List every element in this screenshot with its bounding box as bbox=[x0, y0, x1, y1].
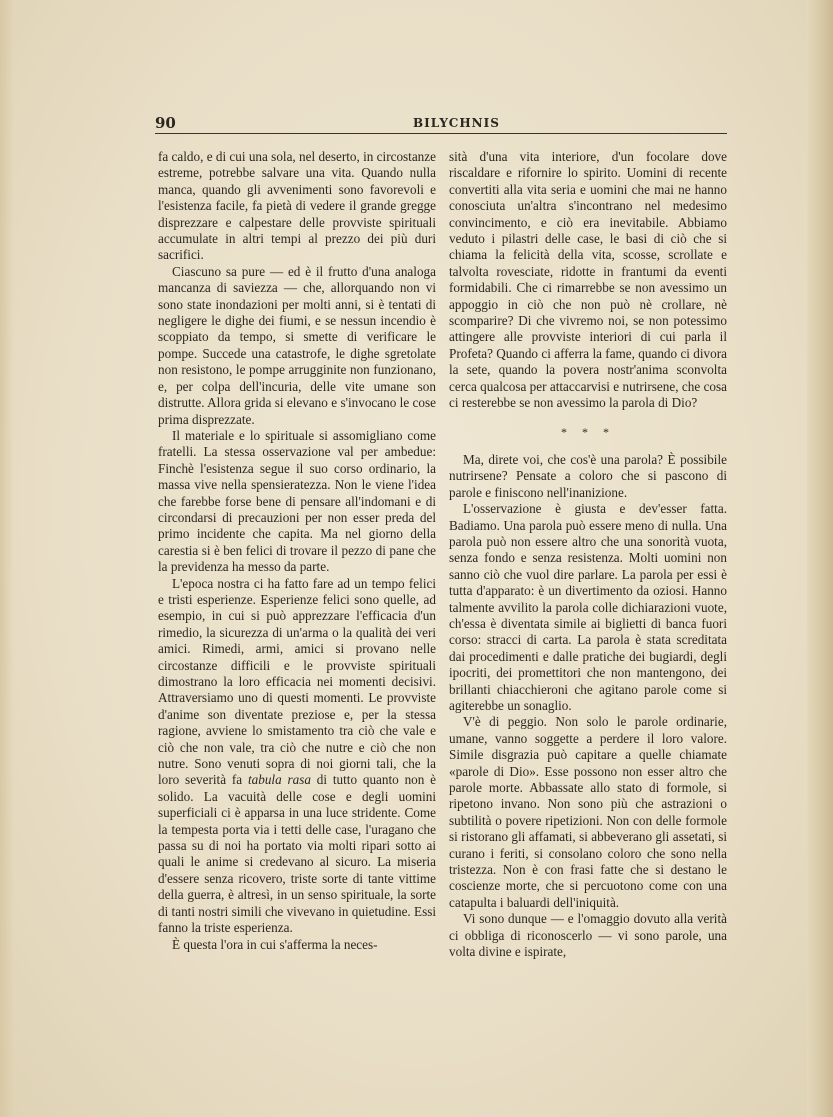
header-rule bbox=[155, 133, 727, 134]
page-left-stain bbox=[0, 0, 14, 1117]
page-number: 90 bbox=[155, 114, 176, 132]
left-column bbox=[158, 149, 436, 953]
paragraph: Ciascuno sa pure — ed è il frutto d'una analoga mancanza di saviezza — che, allorquando non vi sono state inondazioni per molti anni, si è tentati di negligere le dighe dei fiumi, e se nessun incendio è scoppiato da tempo, si smette di verificare le pompe. Succede una catastrofe, le dighe sgretolate non resistono, le pompe arrugginite non funzionano, e, per colpa dell'incuria, delle vite umane son distrutte. Allora grida si elevano e s'invocano le cose prima disprezzate. bbox=[158, 263, 436, 427]
paragraph: fa caldo, e di cui una sola, nel deserto, in circostanze estreme, potrebbe salvare una vita. Quando nulla manca, quando gli avvenimenti sono favorevoli e l'esistenza facile, fa pietà di vedere il grande gregge disprezzare e calpestare delle provviste spirituali accumulate in altri tempi al prezzo dei più duri sacrifici. bbox=[158, 149, 436, 263]
right-column bbox=[449, 149, 727, 961]
paragraph-text: di tutto quanto non è solido. La vacuità delle cose e degli uomini superficiali ci è apparsa in una luce stridente. Come la tempesta porta via i tetti delle case, l'uragano che passa su di noi ha portato via molti ripari sotto ai quali le anime si credevano al sicuro. La miseria d'essere senza ricovero, triste sorte di tante vittime della guerra, è altresì, in un senso spirituale, la sorte di tanti nostri simili che vivevano in quietudine. Essi fanno la triste esperienza. bbox=[158, 772, 437, 936]
running-title: BILYCHNIS bbox=[413, 116, 500, 130]
paragraph: L'osservazione è giusta e dev'esser fatta. Badiamo. Una parola può essere meno di nulla. Una parola può non essere altro che una sonorità vuota, senza fondo e senza resistenza. Molti uomini non sanno ciò che vuol dire parlare. La parola per essi è tutta d'apparato: è un divertimento da oziosi. Hanno talmente avvilito la parola colle dichiarazioni vuote, ch'essa è diventata simile ai biglietti di banca fuori corso: stracci di carta. La parola è stata screditata dai procedimenti e dalle pratiche dei bugiardi, degli ipocriti, dei promettitori che non mantengono, dei brillanti chiacchieroni che agitano parole come si agiterebbe un sonaglio. bbox=[449, 501, 727, 713]
italic-phrase: tabula rasa bbox=[247, 772, 311, 788]
section-separator: * * * bbox=[561, 424, 615, 439]
page-right-edge bbox=[807, 0, 833, 1117]
paragraph: V'è di peggio. Non solo le parole ordinarie, umane, vanno soggette a perdere il loro valore. Simile disgrazia può capitare a quelle chiamate «parole di Dio». Esse possono non esser altro che parole morte. Abbassate allo stato di formole, si ripetono invano. Non sono più che astrazioni o subtilità o povere ripetizioni. Non con delle formole si ristorano gli affamati, si abbeverano gli assetati, si curano i feriti, si consolano coloro che sono nella tristezza. Non è con frasi fatte che si destano le coscienze morte, che si percuotono come con una catapulta i baluardi dell'iniquità. bbox=[449, 714, 727, 910]
page-header bbox=[155, 112, 727, 134]
paragraph: Vi sono dunque — e l'omaggio dovuto alla verità ci obbliga di riconoscerlo — vi sono parole, una volta divine e ispirate, bbox=[449, 911, 727, 960]
paragraph: È questa l'ora in cui s'afferma la neces- bbox=[172, 936, 378, 952]
paragraph bbox=[158, 576, 436, 937]
paragraph: Ma, direte voi, che cos'è una parola? È possibile nutrirsene? Pensate a coloro che si pascono di parole e finiscono nell'inanizione. bbox=[449, 451, 727, 500]
paragraph: Il materiale e lo spirituale si assomigliano come fratelli. La stessa osservazione val per ambedue: Finchè l'esistenza segue il suo corso ordinario, la massa vive nella spensieratezza. Non le viene l'idea che farebbe forse bene di pensare all'indomani e di circondarsi di precauzioni per non esser preda del primo incidente che capita. Ma nel giorno della carestia si è ben felici di trovare il pezzo di pane che la previdenza ha messo da parte. bbox=[158, 427, 436, 575]
paragraph: sità d'una vita interiore, d'un focolare dove riscaldare e rifornire lo spirito. Uomini di recente convertiti alla vita seria e uomini che mai ne hanno conosciuta un'altra s'incontrano nel medesimo convincimento, e ciò era inevitabile. Abbiamo veduto i pilastri delle case, le basi di ciò che si chiama la felicità della vita, scosse, scrollate e talvolta rovesciate, ridotte in frantumi da eventi formidabili. Che ci rimarrebbe se non avessimo un appoggio in ciò che non può nè crollare, nè scomparire? Di che vivremo noi, se non potessimo attingere alle provviste interiori di cui parla il Profeta? Quando ci afferra la fame, quando ci divora la sete, quando la povera nostr'anima sconvolta cerca qualcosa per attaccarvisi e nutrirsene, che cosa ci resterebbe se non avessimo la parola di Dio? bbox=[449, 149, 727, 411]
paragraph-text: L'epoca nostra ci ha fatto fare ad un tempo felici e tristi esperienze. Esperienze felici sono quelle, ad esempio, in cui si può apprezzare l'efficacia d'un rimedio, la sicurezza di un'arma o la qualità dei veri amici. Rimedi, armi, amici si provano nelle circostanze difficili e le provviste spirituali dimostrano la loro efficacia nei momenti decisivi. Attraversiamo uno di questi momenti. Le provviste d'anime son diventate preziose e, per la stessa ragione, avviene lo smistamento tra ciò che vale e ciò che non vale, tra ciò che nutre e ciò che non nutre. Sono venuti sopra di noi giorni tali, che la loro severità fa bbox=[158, 575, 436, 788]
